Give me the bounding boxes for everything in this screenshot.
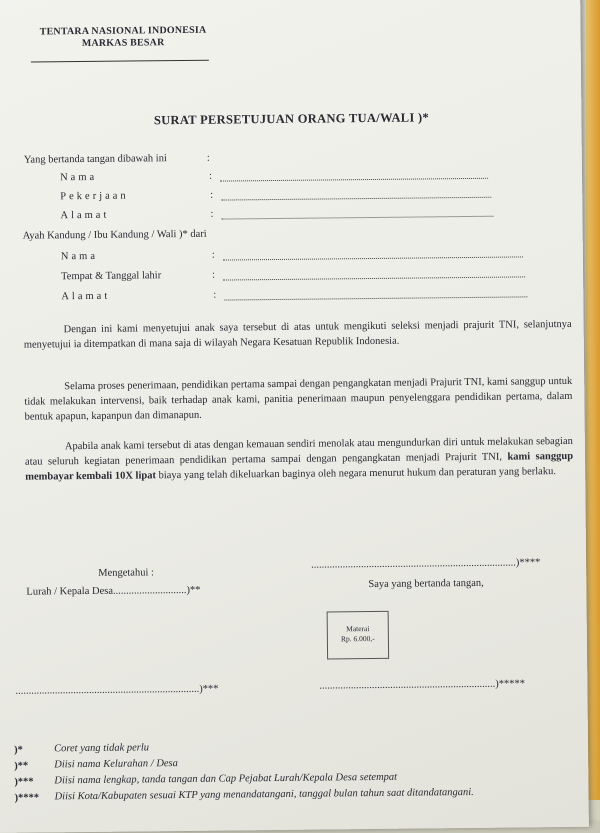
- parent-signature-line[interactable]: ...................................................................)*****: [319, 678, 526, 692]
- child-address-label: Alamat: [61, 290, 111, 303]
- paragraph-repayment: Apabila anak kami tersebut di atas dengan kemauan sendiri menolak atau mengundurkan diri untuk melakukan sebagian atau seluruh kegiatan penerimaan pendidikan pertama sampai dengan pengangkatan menjadi Prajurit TNI, kami sanggup membayar kembali 10X lipat biaya yang telah dikeluarkan baginya oleh negara menurut hukum dan peraturan yang berlaku.: [24, 435, 574, 483]
- signer-job-field[interactable]: [221, 197, 491, 201]
- orange-folder-edge: [586, 0, 600, 800]
- note-mark: )**: [14, 760, 29, 772]
- acknowledged-label: Mengetahui :: [98, 567, 154, 579]
- duty-stamp-box: [327, 611, 389, 660]
- child-address-field[interactable]: [224, 296, 527, 300]
- parent-intro: Ayah Kandung / Ibu Kandung / Wali )* dari: [22, 228, 207, 242]
- letterhead: [30, 25, 215, 51]
- stamp-value: Rp. 6.000,-: [340, 633, 375, 644]
- signer-intro: Yang bertanda tangan dibawah ini: [23, 153, 167, 166]
- document-title: SURAT PERSETUJUAN ORANG TUA/WALI )*: [153, 110, 430, 128]
- note-text: Coret yang tidak perlu: [53, 742, 150, 755]
- signer-name-field[interactable]: [220, 178, 488, 182]
- colon: :: [208, 170, 213, 182]
- letterhead-line1: TENTARA NASIONAL INDONESIA: [39, 24, 207, 38]
- colon: :: [213, 289, 217, 301]
- paragraph-no-intervention: Selama proses penerimaan, pendidikan pertama sampai dengan pengangkatan menjadi Prajurit TNI, kami sanggup untuk tidak melakukan intervensi, baik terhadap anak kami, panitia penerimaan maupun penyelenggara pendidikan pertama, dalam bentuk apapun, kapanpun dan dimanapun.: [24, 375, 573, 423]
- repayment-clause: kami sanggup membayar kembali 10X lipat: [25, 450, 574, 483]
- place-date-line[interactable]: ..............................................................................)****: [311, 557, 541, 571]
- colon: :: [206, 152, 210, 164]
- child-birth-field[interactable]: [223, 276, 525, 280]
- child-birth-label: Tempat & Tanggal lahir: [61, 270, 162, 283]
- signer-address-field[interactable]: [221, 216, 493, 220]
- colon: :: [211, 249, 215, 261]
- child-name-field[interactable]: [223, 256, 523, 260]
- signer-job-label: Pekerjaan: [60, 190, 129, 203]
- signer-caption: Saya yang bertanda tangan,: [368, 577, 484, 591]
- stamp-label: Materai: [346, 624, 370, 634]
- child-name-label: Nama: [60, 250, 99, 263]
- colon: :: [210, 189, 214, 201]
- colon: :: [210, 208, 214, 220]
- letterhead-underline: [31, 60, 209, 63]
- note-text: Diisi nama lengkap, tanda tangan dan Cap Pejabat Lurah/Kepala Desa setempat: [54, 771, 398, 787]
- colon: :: [212, 269, 216, 281]
- signer-address-label: Alamat: [60, 209, 110, 222]
- signer-name-label: Nama: [60, 171, 98, 184]
- note-mark: )***: [14, 776, 34, 788]
- village-head-signature-line[interactable]: ......................................................................)***: [15, 683, 219, 697]
- note-mark: )****: [14, 792, 40, 804]
- note-mark: )*: [13, 744, 23, 756]
- note-text: Diisi nama Kelurahan / Desa: [54, 758, 178, 771]
- village-head-line[interactable]: Lurah / Kepala Desa............................)**: [26, 584, 201, 598]
- paragraph-consent: Dengan ini kami menyetujui anak saya tersebut di atas untuk mengikuti seleksi menjadi prajurit TNI, selanjutnya menyetujui ia ditempatkan di mana saja di wilayah Negara Kesatuan Republik Indonesia.: [23, 318, 572, 351]
- letterhead-line2: MARKAS BESAR: [81, 37, 165, 50]
- note-text: Diisi Kota/Kabupaten sesuai KTP yang menandatangani, tanggal bulan tahun saat ditandatangani.: [54, 786, 474, 803]
